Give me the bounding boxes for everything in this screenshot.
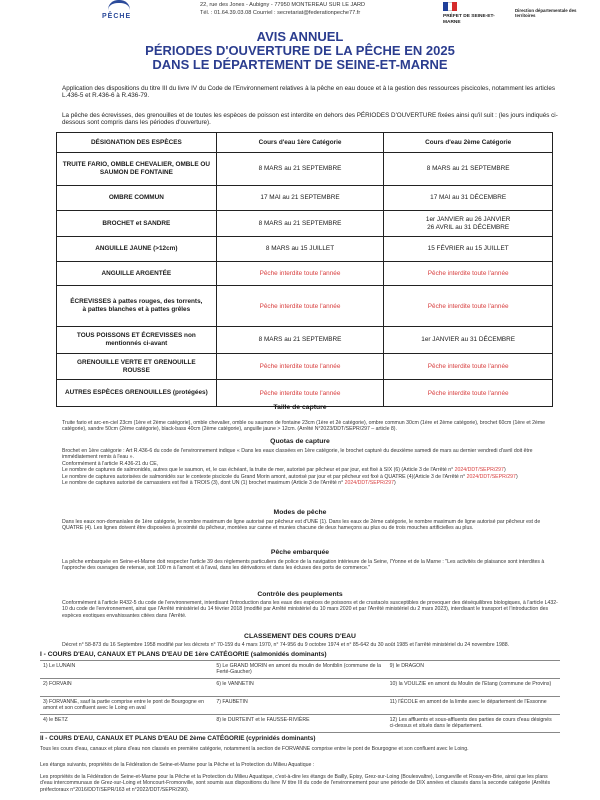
species-cell bbox=[57, 286, 217, 327]
cat2-cell: Pêche interdite toute l'année bbox=[384, 380, 553, 407]
cat2-cell bbox=[384, 211, 553, 237]
document-title bbox=[38, 30, 562, 72]
river-cell: 7) FAUBETIN bbox=[213, 697, 386, 715]
cat1-cell: Pêche interdite toute l'année bbox=[216, 354, 384, 380]
cat2-cell: Pêche interdite toute l'année bbox=[384, 354, 553, 380]
taille-title: Taille de capture bbox=[273, 404, 327, 411]
cat2-paragraph-2: Les étangs suivants, propriétés de la Fédération de Seine-et-Marne pour la Pêche et la Protection du Milieu Aquatique : bbox=[40, 762, 315, 768]
modes-title: Modes de pêche bbox=[273, 509, 327, 516]
cat1-cell: 8 MARS au 15 JUILLET bbox=[216, 237, 384, 262]
cat1-heading: I - COURS D'EAU, CANAUX ET PLANS D'EAU DE 1ère CATÉGORIE (salmonidés dominants) bbox=[40, 651, 327, 658]
quotas-line-5-text: Le nombre de captures autorisé de carnassiers est fixé à TROIS (3), dont UN (1) brochet maximum (Article 3 de l'Arrêté n° bbox=[62, 480, 344, 487]
cat2-paragraph-1: Tous les cours d'eau, canaux et plans d'eau non classés en première catégorie, notamment la section de FORVANNE comprise entre le pont de Bourgogne et son confluent avec le Loing. bbox=[40, 746, 469, 752]
quotas-line-3-text: Le nombre de captures de salmonidés, autres que le saumon, et, le cas échéant, la truite de mer, autorisé par pêcheur et par jour, est fixé à SIX (6) (Article 3 de l'Arrêté n° bbox=[62, 467, 454, 474]
title-line-3: DANS LE DÉPARTEMENT DE SEINE-ET-MARNE bbox=[152, 57, 448, 72]
quotas-line-5-ref: 2024/DDT/SEPR/297 bbox=[344, 480, 394, 487]
species-cell: ANGUILLE ARGENTÉE bbox=[57, 262, 217, 286]
river-cell: 9) le DRAGON bbox=[387, 661, 560, 679]
table-row bbox=[57, 327, 553, 354]
river-row bbox=[40, 679, 560, 697]
river-cell: 12) Les affluents et sous-affluents des parties de cours d'eau désignés ci-dessus et situés dans le département. bbox=[387, 715, 560, 733]
table-row bbox=[57, 380, 553, 407]
species-cell bbox=[57, 327, 217, 354]
title-line-2: PÉRIODES D'OUVERTURE DE LA PÊCHE EN 2025 bbox=[145, 43, 455, 58]
river-cell: 4) le BETZ bbox=[40, 715, 213, 733]
quotas-block bbox=[62, 448, 560, 486]
species-cell: BROCHET et SANDRE bbox=[57, 211, 217, 237]
quotas-line-4: Le nombre de captures autorisées de salmonidés sur le contexte piscicole du Grand Morin amont, autorisé par jour et par pêcheur est fixé à QUATRE (4)(Article 3 de l'Arrêté n° 2024/DDT/SEPR/297) bbox=[62, 473, 518, 480]
river-row bbox=[40, 697, 560, 715]
quotas-line-3-ref: 2024/DDT/SEPR/297 bbox=[454, 467, 504, 474]
embarquee-text: La pêche embarquée en Seine-et-Marne doit respecter l'article 39 des règlements particuliers de police de la navigation intérieure de la Seine, l'Yonne et de la Marne : "Les activités de plaisance sont interdites à l'approche des ouvrages de retenue, soit 100 m à l'amont et à l'aval, dans les dérivations et dans les écluses des ports de commerce." bbox=[62, 559, 545, 572]
cat2-cell: 8 MARS au 21 SEPTEMBRE bbox=[384, 153, 553, 186]
modes-text: Dans les eaux non-domaniales de 1ère catégorie, le nombre maximum de ligne autorisé par pêcheur est d'UNE (1). Dans les eaux de 2ème catégorie, le nombre maximum de ligne autorisé par pêcheur est de QUATRE (4). Les lignes doivent être disposées à proximité du pêcheur, montées sur canne et munies chacune de deux hameçons au plus ou de trois mouches artificielles au plus. bbox=[62, 519, 541, 532]
cat2-paragraph-3: Les propriétés de la Fédération de Seine-et-Marne pour la Pêche et la Protection du Milieu Aquatique, c'est-à-dire les étangs de Bailly, Episy, Grez-sur-Loing (Boulesvaltre), Longueville et Rosay-en-Brie, ainsi que les plans d'eau intercommunaux de Grez-sur-Loing et Moncourt-Fromonville, sont soumis aux dispositions du livre IV titre III du code de l'environnement pour une période de DIX années et classés dans la seconde catégorie (Arrêtés préfectoraux n°2016/DDT/SEPR/163 et n°2022/DDT/SEPR/290). bbox=[40, 774, 551, 793]
header-cat1: Cours d'eau 1ère Catégorie bbox=[216, 133, 384, 153]
table-row bbox=[57, 237, 553, 262]
species-cell bbox=[57, 354, 217, 380]
cat2-heading: II - COURS D'EAU, CANAUX ET PLANS D'EAU DE 2ème CATÉGORIE (cyprinidés dominants) bbox=[40, 735, 316, 742]
header bbox=[38, 0, 577, 26]
cat2-cell: Pêche interdite toute l'année bbox=[384, 286, 553, 327]
prefecture-logo bbox=[443, 0, 593, 24]
logo-text: PÊCHE bbox=[102, 13, 132, 20]
intro-paragraph: Application des dispositions du titre III du livre IV du Code de l'Environnement relatives à la pêche en eau douce et à la gestion des ressources piscicoles, notamment les articles L.436-5 et R.436-6 à R.436-79. bbox=[62, 85, 555, 100]
quotas-line-4-ref: 2024/DDT/SEPR/297 bbox=[466, 473, 516, 480]
river-row bbox=[40, 715, 560, 733]
title-line-1: AVIS ANNUEL bbox=[256, 29, 344, 44]
cat1-cell: Pêche interdite toute l'année bbox=[216, 380, 384, 407]
species-cell: ANGUILLE JAUNE (>12cm) bbox=[57, 237, 217, 262]
river-row bbox=[40, 661, 560, 679]
table-row bbox=[57, 211, 553, 237]
ddt-text: Direction départementale des territoires bbox=[515, 8, 577, 18]
cat1-cell: Pêche interdite toute l'année bbox=[216, 262, 384, 286]
cat2-period-a: 1er JANVIER au 26 JANVIER bbox=[425, 215, 511, 223]
intro-paragraph-2: La pêche des écrevisses, des grenouilles et de toutes les espèces de poisson est interdite en dehors des PÉRIODES D'OUVERTURE fixées ainsi qu'il suit : (les jours indiqués ci-dessous sont compris dans les périodes d'ouverture). bbox=[62, 112, 558, 127]
peuplements-title: Contrôle des peuplements bbox=[257, 591, 343, 598]
species-cell: OMBRE COMMUN bbox=[57, 186, 217, 211]
river-cell: 10) la VOULZIE en amont du Moulin de l'Etang (commune de Provins) bbox=[387, 679, 560, 697]
french-flag-icon bbox=[443, 2, 457, 11]
river-cell: 1) Le LUNAIN bbox=[40, 661, 213, 679]
cat1-rivers-table bbox=[40, 660, 560, 733]
quotas-line-2: Conformément à l'article R.436-21 du CE, bbox=[62, 460, 159, 467]
river-cell: 3) FORVANNE, sauf la partie comprise entre le pont de Bourgogne en amont et son confluent avec le Loing en aval bbox=[40, 697, 213, 715]
cat2-cell: 15 FÉVRIER au 15 JUILLET bbox=[384, 237, 553, 262]
quotas-line-1: Brochet en 1ère catégorie : Art R.436-6 du code de l'environnement indique « Dans les eaux classées en 1ère catégorie, le brochet capturé du deuxième samedi de mars au dernier vendredi d'avril doit être immédiatement remis à l'eau ». bbox=[62, 448, 533, 461]
cat2-cell: 17 MAI au 31 DÉCEMBRE bbox=[384, 186, 553, 211]
cat1-cell: 8 MARS au 21 SEPTEMBRE bbox=[216, 211, 384, 237]
table-row bbox=[57, 186, 553, 211]
river-cell: 2) FORVAIN bbox=[40, 679, 213, 697]
quotas-line-3: Le nombre de captures de salmonidés, autres que le saumon, et, le cas échéant, la truite de mer, autorisé par pêcheur et par jour, est fixé à SIX (6) (Article 3 de l'Arrêté n° 2024/DDT/SEPR/297) bbox=[62, 467, 506, 474]
header-species: DÉSIGNATION DES ESPÈCES bbox=[57, 133, 217, 153]
fish-logo-icon bbox=[108, 0, 130, 10]
address-line: 22, rue des Jones - Aubigny - 77950 MONTEREAU SUR LE JARD bbox=[200, 2, 366, 8]
river-cell: 8) le DURTEINT et le FAUSSE-RIVIÈRE bbox=[213, 715, 386, 733]
classement-title: CLASSEMENT DES COURS D'EAU bbox=[244, 633, 356, 640]
species-line-a: TOUS POISSONS ET ÉCREVISSES non bbox=[76, 332, 196, 339]
species-line-b: mentionnés ci-avant bbox=[105, 340, 168, 347]
contact-line: Tél. : 01.64.39.03.08 Courriel : secretariat@federationpeche77.fr bbox=[200, 10, 361, 16]
cat2-cell: Pêche interdite toute l'année bbox=[384, 262, 553, 286]
cat1-cell: 8 MARS au 21 SEPTEMBRE bbox=[216, 153, 384, 186]
opening-periods-table bbox=[56, 132, 553, 407]
quotas-title: Quotas de capture bbox=[270, 438, 330, 445]
table-row bbox=[57, 262, 553, 286]
embarquee-title: Pêche embarquée bbox=[270, 549, 330, 556]
species-line-a: ÉCREVISSES à pattes rouges, des torrents, bbox=[70, 298, 203, 305]
table-row bbox=[57, 354, 553, 380]
river-cell: 5) Le GRAND MORIN en amont du moulin de Montblin (commune de la Ferté-Gaucher) bbox=[213, 661, 386, 679]
decree-text: Décret n° 58-873 du 16 Septembre 1958 modifié par les décrets n° 70-159 du 4 mars 1970, n° 74-956 du 9 octobre 1974 et n° 85-642 du 30 août 1985 et l'arrêté ministériel du 24 novembre 1988. bbox=[62, 642, 510, 648]
quotas-line-5: Le nombre de captures autorisé de carnassiers est fixé à TROIS (3), dont UN (1) brochet maximum (Article 3 de l'Arrêté n° 2024/DDT/SEPR/297) bbox=[62, 480, 396, 487]
cat1-cell: Pêche interdite toute l'année bbox=[216, 286, 384, 327]
cat2-period-b: 26 AVRIL au 31 DÉCEMBRE bbox=[427, 223, 510, 231]
quotas-line-4-text: Le nombre de captures autorisées de salmonidés sur le contexte piscicole du Grand Morin amont, autorisé par jour et par pêcheur est fixé à QUATRE (4)(Article 3 de l'Arrêté n° bbox=[62, 473, 466, 480]
cat1-cell: 17 MAI au 21 SEPTEMBRE bbox=[216, 186, 384, 211]
cat2-cell: 1er JANVIER au 31 DÉCEMBRE bbox=[384, 327, 553, 354]
species-cell: AUTRES ESPÈCES GRENOUILLES (protégées) bbox=[57, 380, 217, 407]
cat1-cell: 8 MARS au 21 SEPTEMBRE bbox=[216, 327, 384, 354]
address-block bbox=[200, 1, 400, 17]
river-cell: 11) l'ÉCOLE en amont de la limite avec le département de l'Essonne bbox=[387, 697, 560, 715]
species-line-a: GRENOUILLE VERTE ET GRENOUILLE bbox=[77, 358, 196, 366]
taille-text: Truite fario et arc-en-ciel 23cm (1ère et 2ème catégorie), omble chevalier, omble ou saumon de fontaine 23cm (1ère et 2è catégorie), ombre commun 30cm (1ère et 2ème catégorie), brochet 60cm (1ère et 2ème catégorie), sandre 50cm (2ème catégorie), black-bass 40cm (2ème catégorie), anguille jaune > 12cm. (Arrêté N°2023/DDT/SEPR/297 – article 8). bbox=[62, 420, 546, 433]
table-row bbox=[57, 153, 553, 186]
peuplements-text: Conformément à l'article R432-5 du code de l'environnement, interdisant l'introduction dans les eaux des espèces de poissons et de crustacés susceptibles de provoquer des déséquilibres biologiques, à l'article L432-10 du code de l'environnement, ainsi que l'Arrêté ministériel du 14 février 2018 (modifié par Arrêté ministériel du 10 mars 2020 et par l'Arrêté ministériel du 2 mars 2023), interdisant le transport et l'introduction des espèces exotiques envahissantes citées dans l'Arrêté. bbox=[62, 600, 558, 619]
species-line-b: à pattes blanches et à pattes grêles bbox=[82, 306, 191, 313]
header-cat2: Cours d'eau 2ème Catégorie bbox=[384, 133, 553, 153]
table-row bbox=[57, 286, 553, 327]
species-line-b: ROUSSE bbox=[122, 366, 150, 374]
federation-logo bbox=[88, 0, 158, 24]
prefet-text: PRÉFET DE SEINE-ET-MARNE bbox=[443, 14, 495, 25]
table-header-row bbox=[57, 133, 553, 153]
river-cell: 6) le VANNETIN bbox=[213, 679, 386, 697]
species-cell: TRUITE FARIO, OMBLE CHEVALIER, OMBLE OU SAUMON DE FONTAINE bbox=[57, 153, 217, 186]
